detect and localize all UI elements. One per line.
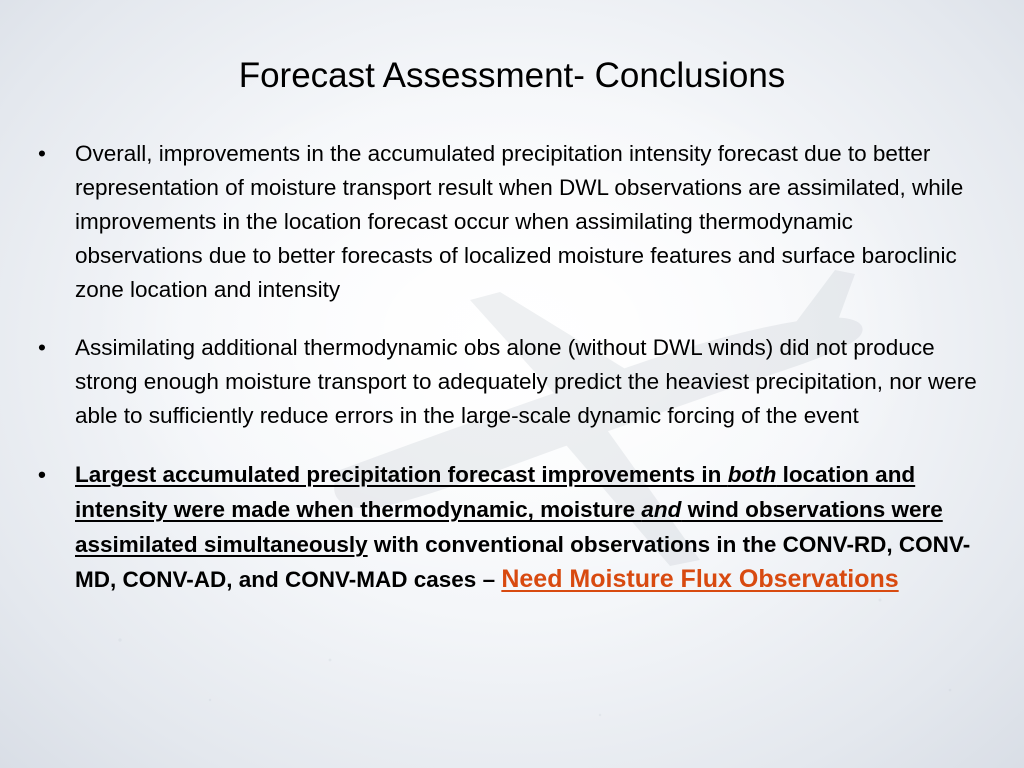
bullet-text: Overall, improvements in the accumulated precipitation intensity forecast due to better representation of moisture transport result when DWL observations are assimilated, while improvements in the location forecast occur when assimilating thermodynamic observations due to better forecasts of localized moisture features and surface baroclinic zone location and intensity [75, 141, 964, 302]
finding-part-5: wind observations were assimilated simultaneously [75, 497, 943, 557]
finding-part-6: with conventional observations in the CONV-RD, CONV-MD, CONV-AD, and CONV-MAD cases – [75, 532, 971, 592]
moisture-flux-highlight: Need Moisture Flux Observations [501, 565, 899, 593]
emphasis-and: and [641, 497, 682, 522]
bullet-marker: • [38, 462, 46, 487]
bullet-item-3 [36, 457, 984, 597]
finding-part-1: Largest accumulated precipitation forecast improvements in [75, 462, 728, 487]
bullet-item-1 [36, 137, 984, 307]
bullet-list [36, 137, 984, 597]
bullet-item-2 [36, 331, 984, 433]
bullet-marker: • [38, 141, 46, 166]
bullet-text: Assimilating additional thermodynamic obs alone (without DWL winds) did not produce strong enough moisture transport to adequately predict the heaviest precipitation, nor were able to sufficiently reduce errors in the large-scale dynamic forcing of the event [75, 335, 977, 428]
emphasis-both: both [727, 462, 777, 487]
slide-title: Forecast Assessment- Conclusions [238, 56, 786, 95]
bullet-marker: • [38, 335, 46, 360]
finding-part-3: location and intensity were made when thermodynamic, moisture [75, 462, 916, 522]
